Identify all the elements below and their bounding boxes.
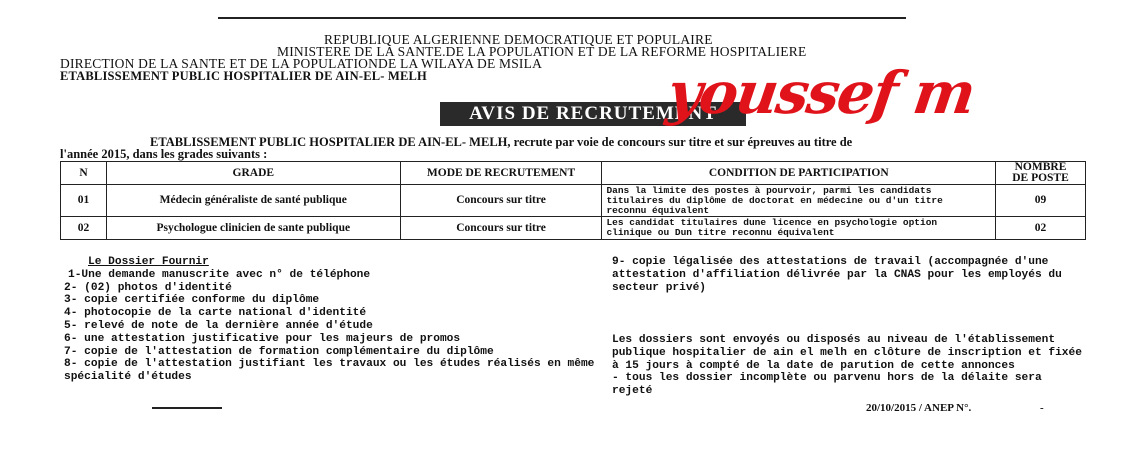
- col-n: N: [61, 162, 107, 185]
- row-1-condition-l3: reconnu équivalent: [606, 204, 710, 216]
- anep-dash: -: [1040, 402, 1044, 414]
- dossier-item-5: 5- relevé de note de la dernière année d'étude: [64, 319, 373, 332]
- table-header-row: [61, 162, 1086, 185]
- top-rule: [218, 17, 906, 19]
- watermark-signature: youssef m: [663, 59, 979, 127]
- item-9-line-1: 9- copie légalisée des attestations de travail (accompagnée d'une: [612, 256, 1049, 268]
- table-row: [61, 185, 1086, 217]
- bottom-rule-left: [152, 407, 222, 409]
- row-2-mode: Concours sur titre: [400, 217, 602, 240]
- submission-block: [612, 334, 1082, 398]
- dossier-item-4: 4- photocopie de la carte national d'identité: [64, 307, 367, 320]
- row-1-nombre: 09: [996, 185, 1086, 217]
- col-mode: MODE DE RECRUTEMENT: [400, 162, 602, 185]
- table-row: [61, 217, 1086, 240]
- dossier-list: [64, 256, 594, 384]
- col-nombre-line1: NOMBRE: [1014, 161, 1067, 173]
- item-9-line-3: secteur privé): [612, 281, 706, 294]
- dossier-item-2: 2- (02) photos d'identité: [64, 281, 232, 294]
- submission-line-3: à 15 jours à compté de la date de parution de cette annonces: [612, 359, 1015, 372]
- row-2-condition-l1: Les candidat titulaires dune licence en psychologie option: [606, 217, 938, 228]
- item-9-line-2: attestation d'affiliation délivrée par la CNAS pour les employés du: [612, 268, 1062, 281]
- row-1-condition-l1: Dans la limite des postes à pourvoir, parmi les candidats: [606, 184, 932, 196]
- row-1-condition-l2: titulaires du diplôme de doctorat en médecine ou d'un titre: [606, 194, 943, 206]
- row-2-condition: [602, 217, 996, 240]
- col-nombre-line2: DE POSTE: [1012, 172, 1069, 184]
- col-nombre: [996, 162, 1086, 185]
- dossier-item-8: 8- copie de l'attestation justifiant les travaux ou les études réalisés en même: [64, 358, 595, 371]
- row-1-condition: [602, 185, 996, 217]
- dossier-item-6: 6- une attestation justificative pour les majeurs de promos: [64, 332, 461, 345]
- row-2-grade: Psychologue clinicien de sante publique: [106, 217, 400, 240]
- dossier-item-8-cont: spécialité d'études: [64, 371, 192, 384]
- dossier-item-7: 7- copie de l'attestation de formation complémentaire du diplôme: [64, 345, 494, 358]
- header-establishment: ETABLISSEMENT PUBLIC HOSPITALIER DE AIN-EL- MELH: [60, 69, 427, 83]
- submission-line-5: rejeté: [612, 385, 653, 398]
- submission-line-2: publique hospitalier de ain el melh en clôture de inscription et fixée: [612, 346, 1082, 359]
- row-1-n: 01: [61, 185, 107, 217]
- dossier-title: Le Dossier Fournir: [88, 256, 209, 268]
- header-republic: REPUBLIQUE ALGERIENNE DEMOCRATIQUE ET POPULAIRE: [324, 32, 713, 47]
- submission-line-1: Les dossiers sont envoyés ou disposés au niveau de l'établissement: [612, 334, 1056, 346]
- dossier-item-3: 3- copie certifiée conforme du diplôme: [64, 294, 320, 307]
- row-2-nombre: 02: [996, 217, 1086, 240]
- row-1-mode: Concours sur titre: [400, 185, 602, 217]
- header-direction: DIRECTION DE LA SANTE ET DE LA POPULATIONDE LA WILAYA DE MSILA: [60, 56, 543, 71]
- row-1-grade: Médecin généraliste de santé publique: [106, 185, 400, 217]
- col-grade: GRADE: [106, 162, 400, 185]
- item-9-block: [612, 256, 1062, 294]
- notice-title: AVIS DE RECRUTEMENT: [440, 102, 746, 126]
- intro-line-2: l'année 2015, dans les grades suivants :: [60, 147, 268, 161]
- positions-table: [60, 161, 1086, 240]
- col-condition: CONDITION DE PARTICIPATION: [602, 162, 996, 185]
- dossier-item-1: 1-Une demande manuscrite avec n° de téléphone: [68, 268, 371, 281]
- row-2-n: 02: [61, 217, 107, 240]
- intro-line-1: ETABLISSEMENT PUBLIC HOSPITALIER DE AIN-EL- MELH, recrute par voie de concours sur titre et sur épreuves au titre de: [150, 135, 853, 149]
- submission-line-4: - tous les dossier incomplète ou parvenu hors de la délaite sera: [612, 372, 1042, 385]
- row-2-condition-l2: clinique ou Dun titre reconnu équivalent: [606, 227, 835, 238]
- anep-reference: 20/10/2015 / ANEP N°.: [866, 402, 972, 414]
- header-ministry: MINISTERE DE LA SANTE.DE LA POPULATION ET DE LA REFORME HOSPITALIERE: [277, 44, 807, 59]
